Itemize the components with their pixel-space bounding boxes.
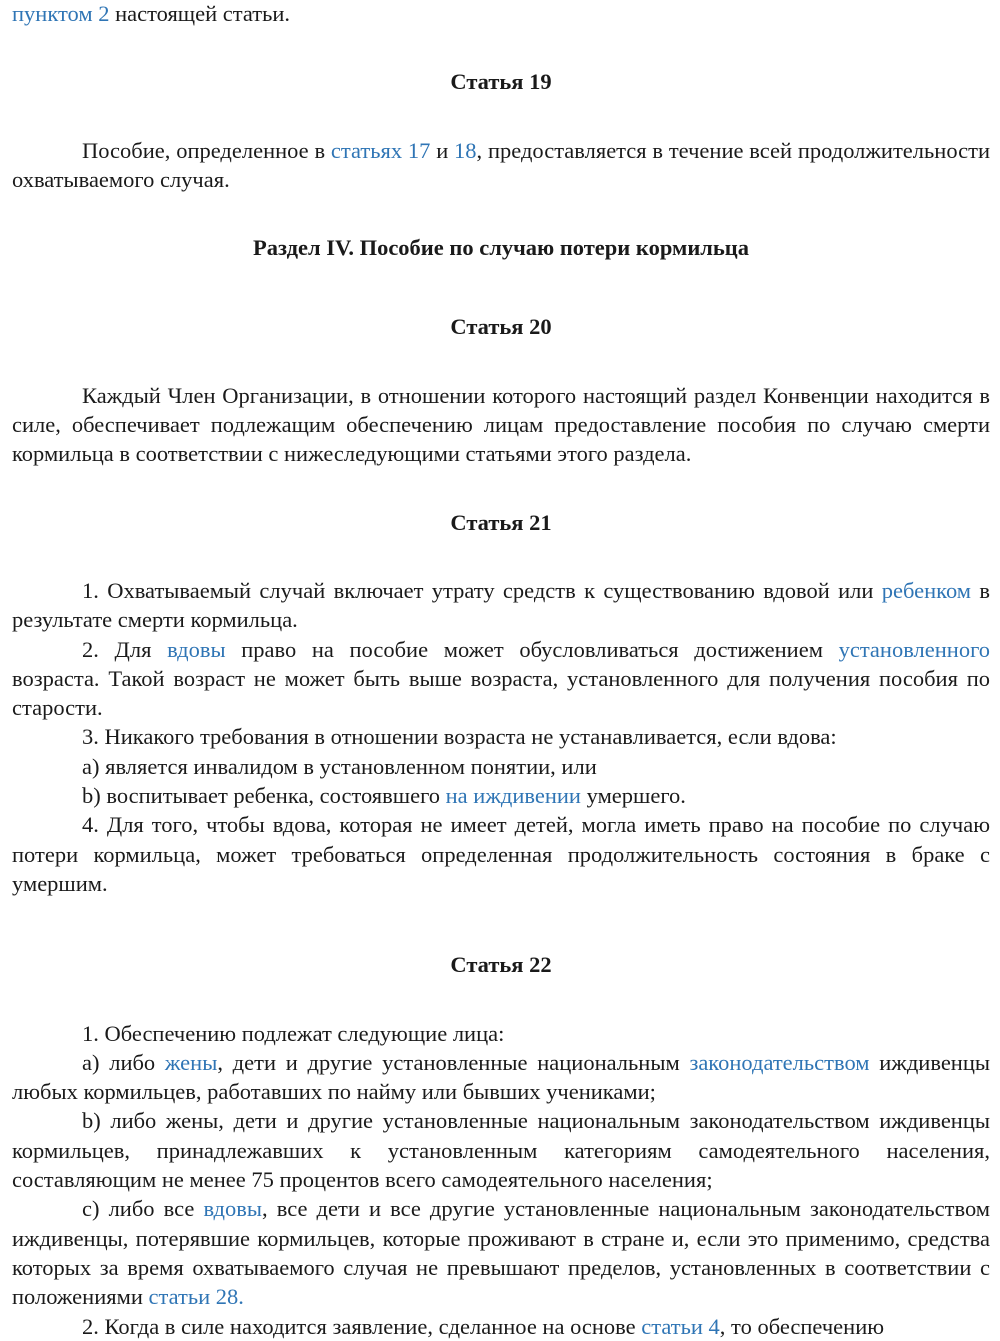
article-21-paragraph-1: 1. Охватываемый случай включает утрату средств к существованию вдовой или ребенком в результате смерти кормильца. (12, 577, 990, 633)
link-article-28[interactable]: статьи 28. (148, 1284, 244, 1310)
link-punkt-2[interactable]: пунктом 2 (12, 1, 110, 26)
article-21-heading: Статья 21 (450, 509, 552, 535)
article-21-paragraph-3: 3. Никакого требования в отношении возраста не устанавливается, если вдова: (82, 724, 837, 750)
link-ustanovlennogo[interactable]: установленного (838, 636, 990, 662)
article-19-paragraph: Пособие, определенное в статьях 17 и 18, предоставляется в течение всей продолжительности охватываемого случая. (12, 137, 990, 192)
link-article-4[interactable]: статьи 4 (641, 1313, 720, 1339)
article-22-paragraph-2: 2. Когда в силе находится заявление, сделанное на основе статьи 4, то обеспечению (82, 1313, 885, 1339)
link-article-18[interactable]: 18 (454, 137, 477, 163)
article-21-paragraph-4: 4. Для того, чтобы вдова, которая не имеет детей, могла иметь право на пособие по случаю потери кормильца, может требоваться определенная продолжительность состояния в браке с умершим. (12, 812, 990, 896)
continuation-paragraph: пунктом 2 настоящей статьи. (12, 1, 291, 26)
link-rebenkom[interactable]: ребенком (881, 577, 972, 603)
link-na-izhdivenii[interactable]: на иждивении (445, 783, 581, 809)
link-vdovy-2[interactable]: вдовы (203, 1196, 262, 1222)
article-22-paragraph-1: 1. Обеспечению подлежат следующие лица: (82, 1020, 505, 1046)
article-21-paragraph-2: 2. Для вдовы право на пособие может обусловливаться достижением установленного возраста. Такой возраст не может быть выше возраста, установленного для получения пособия по старости. (12, 636, 990, 721)
article-22-item-b: b) либо жены, дети и другие установленные национальным законодательством иждивенцы кормильцев, принадлежавших к установленным категориям самодеятельного населения, составляющим не менее 75 процентов всего самодеятельного населения; (12, 1108, 990, 1193)
section-4-heading: Раздел IV. Пособие по случаю потери кормильца (252, 235, 750, 261)
link-zheny[interactable]: жены (164, 1049, 218, 1075)
link-vdovy[interactable]: вдовы (167, 636, 226, 662)
link-zakonodatelstvom[interactable]: законодательством (689, 1049, 870, 1075)
article-19-heading: Статья 19 (450, 69, 552, 95)
article-22-heading: Статья 22 (450, 952, 552, 978)
article-21-item-b: b) воспитывает ребенка, состоявшего на иждивении умершего. (82, 783, 686, 809)
document-page (12, 0, 990, 1341)
article-21-item-a: а) является инвалидом в установленном понятии, или (82, 753, 597, 779)
link-articles-17[interactable]: статьях 17 (330, 137, 431, 163)
article-22-item-a: а) либо жены, дети и другие установленные национальным законодательством иждивенцы любых кормильцев, работавших по найму или бывших учениками; (12, 1049, 991, 1105)
article-20-heading: Статья 20 (450, 314, 552, 340)
article-22-item-c: с) либо все вдовы, все дети и все другие установленные национальным законодательством иждивенцы, потерявшие кормильцев, которые проживают в стране и, если это применимо, средства которых за время охватываемого случая не превышают пределов, установленных в соответствии с положениями статьи 28. (12, 1196, 991, 1310)
article-20-paragraph: Каждый Член Организации, в отношении которого настоящий раздел Конвенции находится в силе, обеспечивает подлежащим обеспечению лицам предоставление пособия по случаю смерти кормильца в соответствии с нижеследующими статьями этого раздела. (12, 382, 990, 467)
